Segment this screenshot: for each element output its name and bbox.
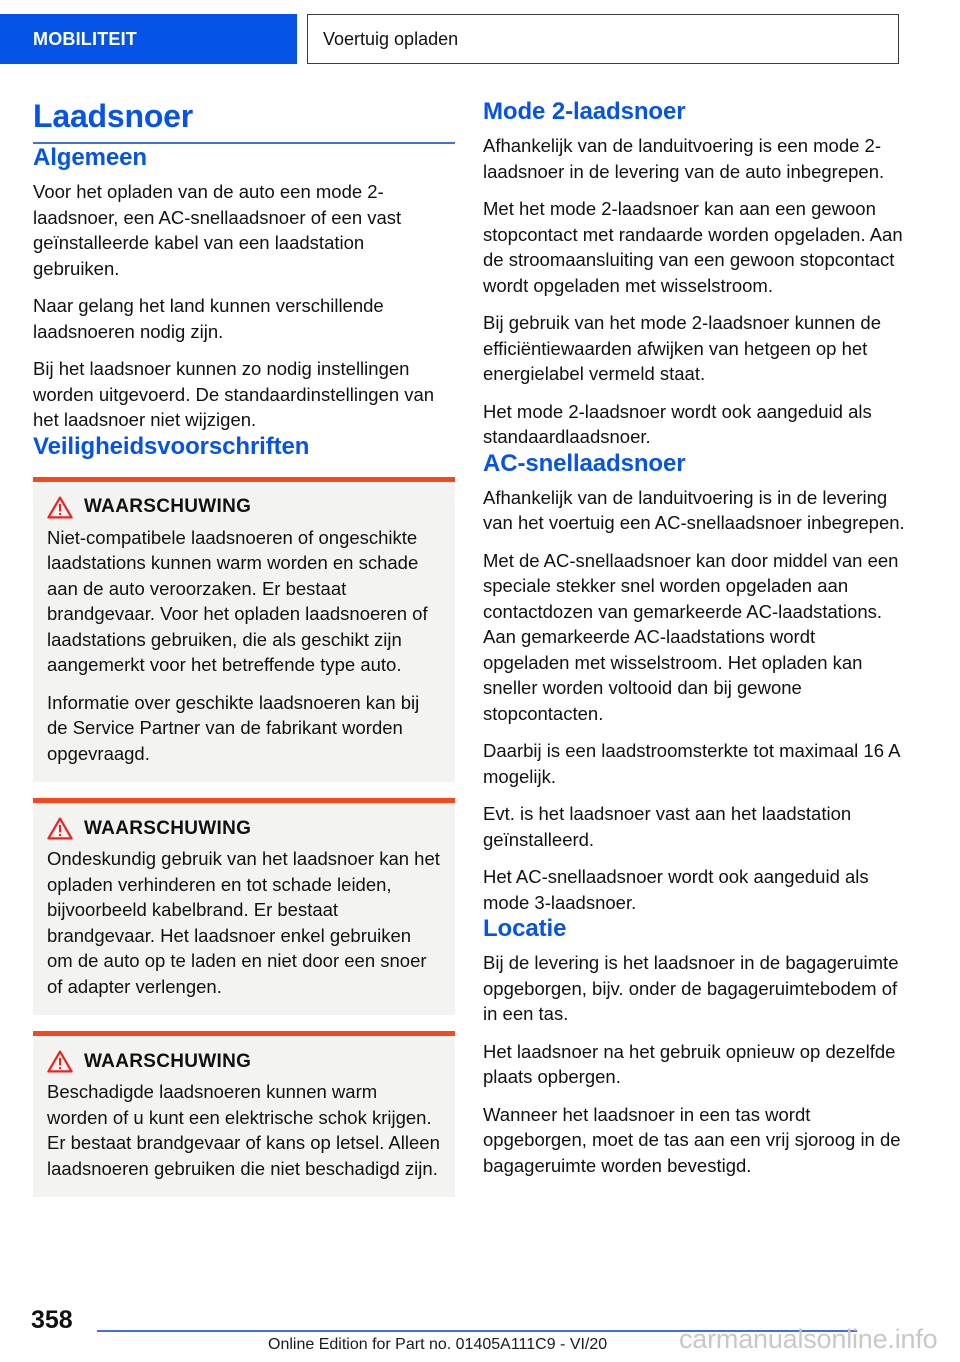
paragraph: Afhankelijk van de landuitvoering is in de levering van het voertuig een AC-snellaadsnoer inbegrepen. — [483, 486, 905, 533]
paragraph: Niet-compatibele laadsnoeren of ongeschikte laadstations kunnen warm worden en schade aan de auto veroorzaken. Er bestaat brandgevaar. Voor het opladen laadsnoeren of laadstations gebruiken, die als geschikt zijn aangemerkt voor het betreffende type auto. — [47, 526, 428, 675]
header-section-label: Voertuig opladen — [323, 29, 459, 49]
page-header — [0, 14, 960, 64]
section-heading-algemeen: Algemeen — [33, 144, 147, 171]
header-chapter-label: MOBILITEIT — [33, 29, 137, 49]
section-heading-veiligheidsvoorschriften: Veiligheidsvoorschriften — [33, 432, 310, 460]
warning-triangle-icon — [47, 496, 73, 519]
paragraph: Afhankelijk van de landuitvoering is een mode 2-laadsnoer in de levering van de auto inbegrepen. — [483, 135, 885, 182]
paragraph: Voor het opladen van de auto een mode 2-laadsnoer, een AC-snellaadsnoer of een vast geïnstalleerde kabel van een laadstation gebruiken. — [33, 181, 402, 279]
paragraph: Bij de levering is het laadsnoer in de bagageruimte opgeborgen, bijv. onder de bagageruimtebodem of in een tas. — [483, 952, 899, 1024]
paragraph: Het laadsnoer na het gebruik opnieuw op dezelfde plaats opbergen. — [483, 1040, 896, 1087]
warning-box — [33, 1031, 455, 1197]
section-heading-mode-2-laadsnoer: Mode 2-laadsnoer — [483, 98, 686, 125]
paragraph: Wanneer het laadsnoer in een tas wordt opgeborgen, moet de tas aan een vrij sjoroog in de bagageruimte worden bevestigd. — [483, 1103, 901, 1176]
header-section-tab — [307, 14, 899, 64]
paragraph: Het mode 2-laadsnoer wordt ook aangeduid als standaardlaadsnoer. — [483, 400, 872, 447]
paragraph: Ondeskundig gebruik van het laadsnoer kan het opladen verhinderen en tot schade leiden, bijvoorbeeld kabelbrand. Er bestaat brandgevaar. Het laadsnoer enkel gebruiken om de auto op te laden en niet door een snoer of adapter verlengen. — [47, 848, 440, 997]
paragraph: Met het mode 2-laadsnoer kan aan een gewoon stopcontact met randaarde worden opgeladen. Aan de stroomaansluiting van een gewoon stopcontact wordt opgeladen met wisselstroom. — [483, 198, 903, 296]
warning-header — [47, 1050, 441, 1073]
warning-box — [33, 477, 455, 783]
paragraph: Daarbij is een laadstroomsterkte tot maximaal 16 A mogelijk. — [483, 740, 900, 787]
paragraph: Het AC-snellaadsnoer wordt ook aangeduid als mode 3-laadsnoer. — [483, 866, 869, 913]
page-number: 358 — [31, 1306, 73, 1334]
warning-triangle-icon — [47, 1050, 73, 1073]
warning-title: WAARSCHUWING — [84, 496, 252, 517]
paragraph: Naar gelang het land kunnen verschillende laadsnoeren nodig zijn. — [33, 295, 384, 342]
warning-triangle-icon — [47, 817, 73, 840]
paragraph: Bij het laadsnoer kunnen zo nodig instellingen worden uitgevoerd. De standaardinstellingen van het laadsnoer niet wijzigen. — [33, 358, 435, 430]
paragraph: Informatie over geschikte laadsnoeren kan bij de Service Partner van de fabrikant worden opgevraagd. — [47, 691, 420, 764]
warning-box — [33, 798, 455, 1015]
header-chapter-tab — [0, 14, 297, 64]
paragraph: Evt. is het laadsnoer vast aan het laadstation geïnstalleerd. — [483, 803, 852, 850]
right-column — [483, 98, 905, 1178]
warning-title: WAARSCHUWING — [84, 1050, 252, 1072]
paragraph: Beschadigde laadsnoeren kunnen warm worden of u kunt een elektrische schok krijgen. Er bestaat brandgevaar of kans op letsel. Alleen laadsnoeren gebruiken die niet beschadigd zijn. — [47, 1081, 440, 1179]
warning-title: WAARSCHUWING — [84, 817, 252, 839]
paragraph: Bij gebruik van het mode 2-laadsnoer kunnen de efficiëntiewaarden afwijken van hetgeen op het energielabel vermeld staat. — [483, 312, 882, 384]
warning-header — [47, 496, 441, 519]
section-heading-locatie: Locatie — [483, 915, 567, 942]
page-title: Laadsnoer — [33, 98, 194, 134]
left-column — [33, 98, 455, 1197]
paragraph: Met de AC-snellaadsnoer kan door middel van een speciale stekker snel worden opgeladen aan contactdozen van gemarkeerde AC-laadstations. Aan gemarkeerde AC-laadstations wordt opgeladen met wisselstroom. Het opladen kan sneller worden voltooid dan bij gewone stopcontacten. — [483, 549, 899, 724]
section-heading-ac-snellaadsnoer: AC-snellaadsnoer — [483, 449, 686, 477]
warning-header — [47, 817, 441, 840]
footer-edition-note: Online Edition for Part no. 01405A111C9 - VI/20 — [268, 1336, 608, 1353]
watermark: carmanualsonline.info — [679, 1324, 938, 1354]
